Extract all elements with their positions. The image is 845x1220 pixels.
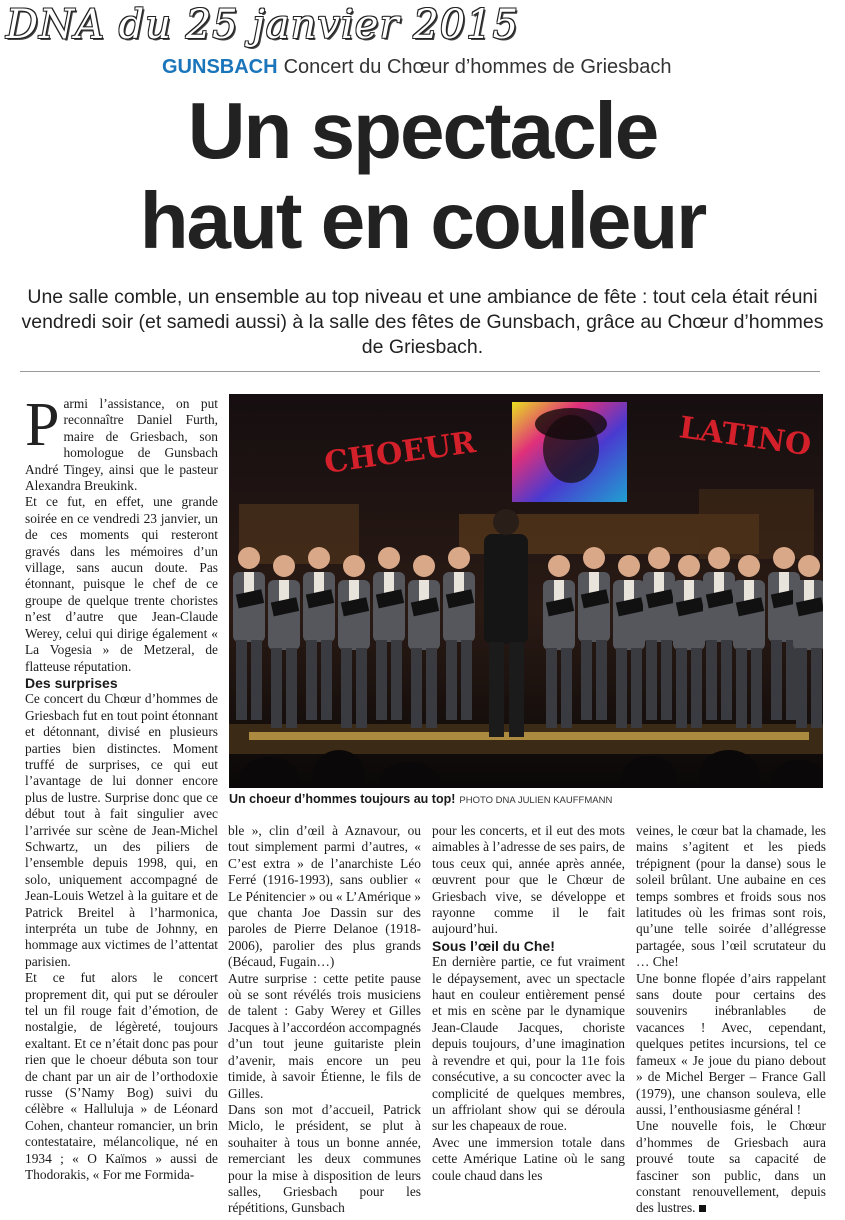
paragraph: Dans son mot d’accueil, Patrick Miclo, le président, se plut à souhaiter à tous un bonne année, remerciant les deux communes pour la mise à disposition de leurs salles, Griesbach pour les répétitions, Gunsbach <box>228 1101 421 1216</box>
paragraph: armi l’assistance, on put reconnaître Daniel Furth, maire de Griesbach, son homologue de Gunsbach André Tingey, ainsi que le pasteur Alexandra Breukink. <box>25 396 218 494</box>
paragraph: ble », clin d’œil à Aznavour, ou tout simplement parmi d’autres, « C’est extra » de l’anarchiste Léo Ferré (1916-1993), sans oublier « Le Pénitencier » ou « L’Amérique » que chanta Joe Dassin sur des paroles de Pierre Delanoe (1918-2006), parolier des plus grands (Bécaud, Fugain…) <box>228 823 421 970</box>
headline-line-1: Un spectacle <box>187 86 658 175</box>
paragraph: Autre surprise : cette petite pause où se sont révélés trois musiciens de talent : Gaby Werey et Gilles Jacques à l’accordéon accompagnés d’un tout jeune guitariste plein d’avenir, mais encore un peu timide, à savoir Étienne, le fils de Gilles. <box>228 970 421 1101</box>
paragraph: En dernière partie, ce fut vraiment le dépaysement, avec un spectacle haut en couleur entièrement pensé et mis en scène par le dynamique Jean-Claude Jacques, choriste depuis toujours, d’une imagination à revendre et qui, pour la 11e fois consécutive, a su concocter avec la complicité de quelques membres, un affriolant show qui se déroula sur les chapeaux de roue. <box>432 954 625 1134</box>
chapo: Une salle comble, un ensemble au top niveau et une ambiance de fête : tout cela était réuni vendredi soir (et samedi aussi) à la salle des fêtes de Gunsbach, grâce au Chœur d’hommes de Griesbach. <box>21 286 824 358</box>
date-stamp: DNA du 25 janvier 2015 <box>6 2 520 48</box>
caption-text: Un choeur d’hommes toujours au top! <box>229 792 456 806</box>
article-column-4 <box>636 823 826 1217</box>
banner-left: CHOEUR <box>322 425 478 481</box>
article-column-2 <box>228 823 421 1217</box>
headline-line-2: haut en couleur <box>139 176 706 265</box>
kicker-location: GUNSBACH <box>162 56 278 78</box>
end-mark <box>699 1205 706 1212</box>
article-column-3 <box>432 823 625 1184</box>
paragraph: pour les concerts, et il eut des mots aimables à l’adresse de ses pairs, de tous ceux qui, année après année, œuvrent pour que le Chœur de Griesbach vive, se développe et rayonne comme il le fait aujourd’hui. <box>432 823 625 937</box>
photo-credit: PHOTO DNA JULIEN KAUFFMANN <box>459 795 613 806</box>
paragraph: Ce concert du Chœur d’hommes de Griesbach fut en tout point étonnant et détonnant, divisé en plusieurs parties bien distinctes. Moment truffé de surprises, ce qui eut l’avantage de lui donner encore plus de lustre. Surprise donc que ce début tout à fait singulier avec l’arrivée sur scène de Jean-Michel Schwartz, un des piliers de l’ensemble depuis 1998, qui, en solo, uniquement accompagné de Jean-Louis Wetzel à la guitare et de Patrick Breitel à l’harmonica, interpréta un tube de Johnny, en hommage aux victimes de l’attentat parisien. <box>25 691 219 969</box>
subheading: Sous l’œil du Che! <box>432 937 555 954</box>
paragraph: Et ce fut alors le concert proprement dit, qui put se dérouler tel un fil rouge fait d’émotion, de nostalgie, de légèreté, toujours exaltant. Et ce n’était donc pas pour rien que le choeur débuta son tour de chant par un air de l’orthodoxie russe (S’Namy Bog) suivi du célèbre « Halluluja » de Léonard Cohen, chanteur romancier, un brin contestataire, mélancolique, né en 1934 ; « O Kaïmos » aussi de Thodorakis, « For me Formida- <box>25 970 218 1183</box>
headline <box>20 86 825 266</box>
banner-right: LATINO <box>676 410 814 464</box>
separator-rule <box>20 371 820 372</box>
paragraph: Avec une immersion totale dans cette Amérique Latine où le sang coule chaud dans les <box>432 1134 625 1183</box>
concert-photo <box>229 394 823 788</box>
paragraph: veines, le cœur bat la chamade, les mains s’agitent et les pieds trépignent (pour la danse) sous le soleil brûlant. Une aubaine en ces temps sombres et froids sous nos latitudes où les frimas sont rois, qu’une telle soirée d’allégresse partagée, sous l’œil scrutateur du … Che! <box>636 823 826 970</box>
article-column-1 <box>25 391 219 1184</box>
paragraph: Une nouvelle fois, le Chœur d’hommes de Griesbach aura prouvé toute sa capacité de fasciner son public, dans un constant renouvellement, depuis des lustres. <box>636 1118 826 1216</box>
kicker-subject: Concert du Chœur d’hommes de Griesbach <box>283 56 672 78</box>
concert-photo-illustration <box>229 394 823 788</box>
kicker <box>162 56 672 79</box>
paragraph: Une bonne flopée d’airs rappelant sans doute pour certains des souvenirs inébranlables de vacances ! Avec, cependant, quelques petites incursions, tel ce fameux « Je joue du piano debout » de Michel Berger – France Gall (1979), une chanson souleva, elle aussi, l’enthousiasme général ! <box>636 970 826 1117</box>
paragraph: Et ce fut, en effet, une grande soirée en ce vendredi 23 janvier, un de ces moments qui resteront gravés dans les mémoires d’un village, sans aucun doute. Pas étonnant, puisque le chef de ce groupe de quelque trente choristes n’est d’autre que Jean-Claude Werey, celui qui dirige également « La Vogesia » de Metzeral, de flatteuse réputation. <box>25 494 218 674</box>
drop-cap: P <box>25 391 60 459</box>
subheading: Des surprises <box>25 674 118 691</box>
photo-caption <box>229 792 823 806</box>
